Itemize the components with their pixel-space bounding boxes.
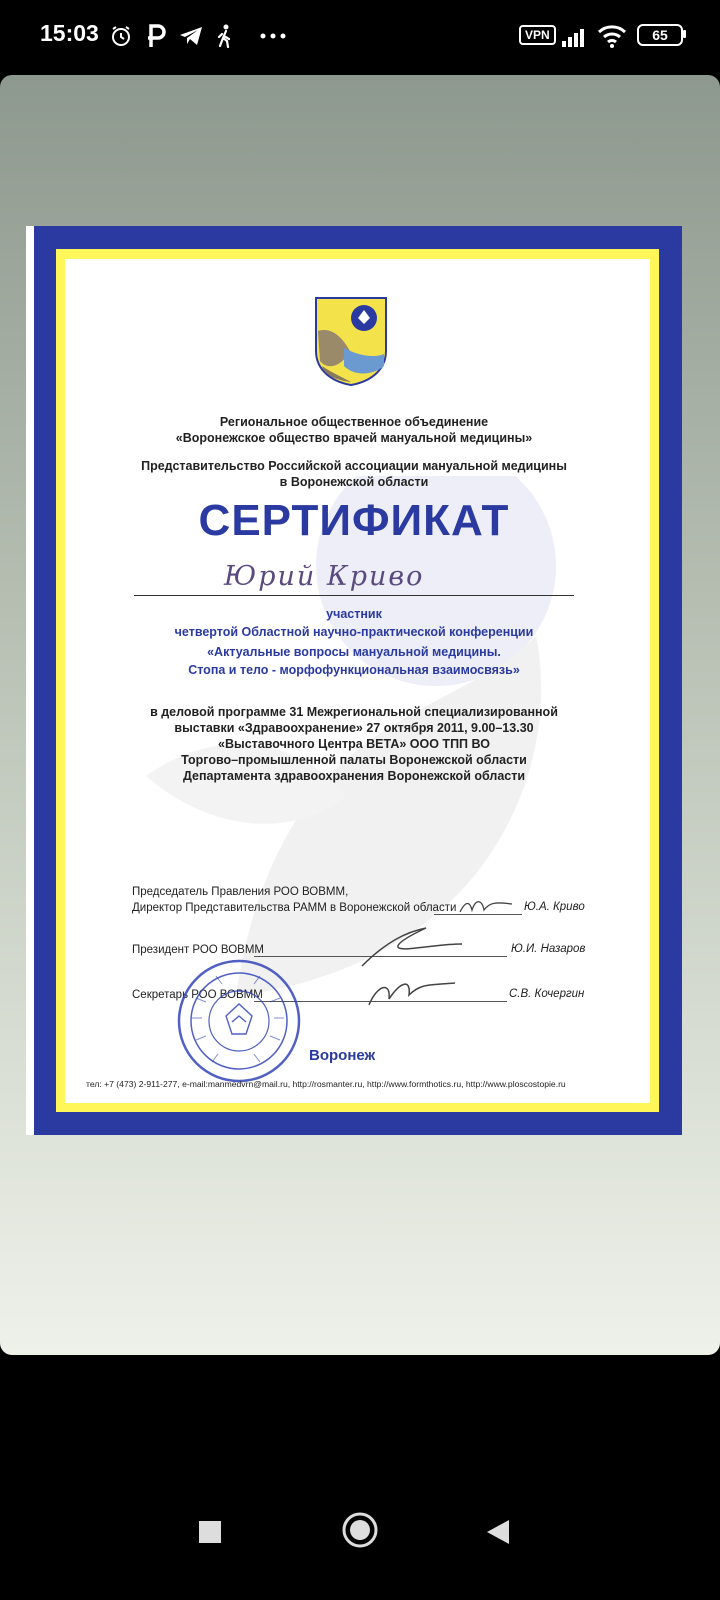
vpn-badge: VPN [519,25,556,45]
signatory-3-name: С.В. Кочергин [509,988,585,1000]
signatory-2-name: Ю.И. Назаров [511,943,586,955]
coat-of-arms-icon [314,296,388,386]
topic-line-2: Стопа и тело - морфофункциональная взаимосвязь» [188,663,520,677]
square-icon [198,1520,222,1544]
certificate-title: СЕРТИФИКАТ [198,496,510,545]
signatory-1-role-a: Председатель Правления РОО ВОВММ, [132,886,349,898]
signatory-3-role: Секретарь РОО ВОВММ [132,989,263,1001]
signal-icon [560,22,590,50]
participant-label: участник [326,607,382,621]
program-line-1: в деловой программе 31 Межрегиональной специализированной [150,705,558,719]
battery-icon: 65 [637,24,683,46]
navigation-bar [0,1480,720,1600]
program-line-4: Торгово–промышленной палаты Воронежской области [181,753,527,767]
recipient-name: Юрий Криво [224,561,425,592]
org-name-line-2: «Воронежское общество врачей мануальной медицины» [175,431,533,445]
signature-2-icon [356,922,466,972]
contacts-line: тел: +7 (473) 2-911-277, e-mail:manmedvrn@mail.ru, http://rosmanter.ru, http://www.formthotics.ru, http://www.ploscostopie.ru [86,1079,566,1089]
signatory-1-name: Ю.А. Криво [524,901,585,913]
home-button[interactable] [334,1504,386,1556]
more-dots-icon [258,22,288,50]
program-line-3: «Выставочного Центра ВЕТА» ООО ТПП ВО [218,737,490,751]
official-stamp-icon [176,958,302,1084]
battery-tip [683,30,686,38]
recents-button[interactable] [186,1508,234,1556]
triangle-back-icon [485,1518,511,1546]
back-button[interactable] [474,1508,522,1556]
org-name-line-1: Региональное общественное объединение [219,415,489,429]
rep-line-1: Представительство Российской ассоциации мануальной медицины [141,459,567,473]
topic-line-1: «Актуальные вопросы мануальной медицины. [207,645,501,659]
status-bar [0,0,720,72]
conference-line: четвертой Областной научно-практической конференции [174,625,534,639]
city-label: Воронеж [309,1047,376,1064]
telegram-icon [177,22,205,50]
certificate-image[interactable] [26,226,682,1135]
rep-line-2: в Воронежской области [279,475,429,489]
image-viewer[interactable] [0,75,720,1355]
signature-1-icon [456,894,516,918]
program-line-2: выставки «Здравоохранение» 27 октября 2011, 9.00–13.30 [174,721,534,735]
circle-home-icon [341,1511,379,1549]
recipient-name-line [134,561,574,596]
status-time: 15:03 [40,20,99,46]
alarm-icon [108,22,134,50]
ruble-icon [145,22,167,50]
signatory-2-role: Президент РОО ВОВММ [132,944,264,956]
signatory-1-role-b: Директор Представительства РАММ в Воронежской области [132,902,457,914]
wifi-icon [597,22,627,50]
signature-3-icon [361,971,461,1011]
program-line-5: Департамента здравоохранения Воронежской области [182,769,526,783]
walking-icon [214,22,236,50]
